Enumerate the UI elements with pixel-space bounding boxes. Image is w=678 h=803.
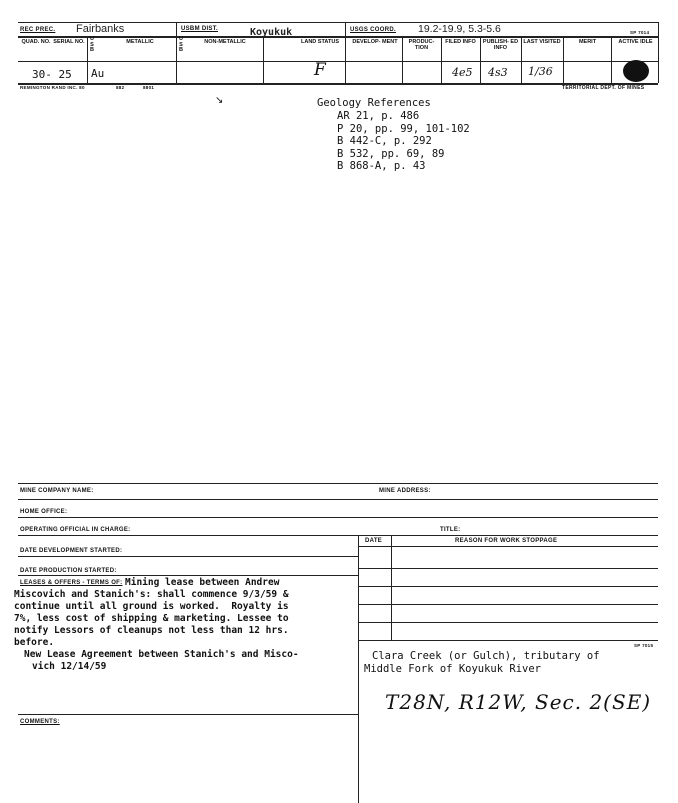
reference-list [337, 110, 470, 173]
stray-mark: ↘ [215, 95, 224, 106]
col-active-idle: ACTIVE IDLE [618, 39, 653, 45]
col-non-metallic: NON-METALLIC [204, 39, 246, 45]
form-number-2: SP 7015 [634, 643, 654, 648]
new-lease-body [24, 649, 299, 673]
stoppage-reason-header: REASON FOR WORK STOPPAGE [455, 538, 558, 544]
leases-line: 7%, less cost of shipping & marketing. Lessee to [14, 613, 289, 624]
metallic-value: Au [91, 67, 105, 80]
leases-first-line: Mining lease between Andrew [125, 577, 280, 588]
rec-prec-label: REC PREC. [20, 27, 56, 33]
col-usbm-2: U S B [179, 36, 183, 53]
col-merit: MERIT [578, 39, 597, 45]
prod-started-label: DATE PRODUCTION STARTED: [20, 568, 117, 574]
quad-serial-value: 30- 25 [32, 68, 72, 81]
col-metallic: METALLIC [126, 39, 154, 45]
land-status-value: F [314, 60, 326, 80]
stoppage-date-header: DATE [365, 538, 383, 544]
operating-official-label: OPERATING OFFICIAL IN CHARGE: [20, 527, 131, 533]
col-published-info: PUBLISH- ED INFO [482, 39, 519, 51]
printer-code-1: 882 [116, 85, 125, 90]
rec-prec-value: Fairbanks [76, 23, 125, 35]
usbm-dist-label: USBM DIST. [181, 26, 219, 32]
location-line: Clara Creek (or Gulch), tributary of [372, 650, 600, 662]
active-idle-mark [623, 60, 649, 82]
territorial-dept: TERRITORIAL DEPT. OF MINES [562, 85, 645, 91]
leases-line: continue until all ground is worked. Royalty is [14, 601, 289, 612]
reference-item: AR 21, p. 486 [337, 110, 420, 122]
leases-line: notify Lessors of cleanups not less than 12 hrs. [14, 625, 289, 636]
mine-address-label: MINE ADDRESS: [379, 488, 431, 494]
reference-item: B 868-A, p. 43 [337, 160, 426, 172]
leases-body [14, 589, 289, 649]
title-label: TITLE: [440, 527, 461, 533]
col-filed-info: FILED INFO [445, 39, 476, 45]
leases-line: Miscovich and Stanich's: shall commence 9/3/59 & [14, 589, 289, 600]
new-lease-line: New Lease Agreement between Stanich's and Misco- [24, 649, 299, 660]
col-quad-no: QUAD. NO. [21, 39, 51, 45]
col-development: DEVELOP- MENT [352, 39, 398, 45]
last-visited-value: 1/36 [528, 65, 553, 78]
reference-item: B 532, pp. 69, 89 [337, 147, 445, 160]
usgs-coord-label: USGS COORD. [350, 27, 396, 33]
location-body [364, 650, 600, 675]
usgs-coord-value: 19.2-19.9, 5.3-5.6 [418, 23, 501, 35]
mine-company-label: MINE COMPANY NAME: [20, 488, 94, 494]
reference-item: P 20, pp. 99, 101-102 [337, 122, 470, 135]
filed-info-value: 4e5 [452, 66, 473, 79]
comments-label: COMMENTS: [20, 719, 60, 725]
printer-mark: REMINGTON RAND INC. 80 [20, 85, 85, 90]
references-title: Geology References [317, 97, 431, 109]
new-lease-line: vich 12/14/59 [32, 661, 107, 672]
reference-item: B 442-C, p. 292 [337, 135, 432, 147]
printer-code-2: 8801 [143, 85, 155, 90]
home-office-label: HOME OFFICE: [20, 509, 68, 515]
location-line: Middle Fork of Koyukuk River [364, 662, 542, 675]
leases-label: LEASES & OFFERS - TERMS OF: [20, 580, 123, 586]
usbm-dist-value: Koyukuk [250, 27, 293, 38]
col-serial-no: SERIAL NO. [53, 39, 85, 45]
col-last-visited: LAST VISITED [523, 39, 561, 45]
col-production: PRODUC- TION [408, 39, 435, 51]
col-land-status: LAND STATUS [301, 39, 339, 45]
leases-line: before. [14, 637, 55, 648]
handwritten-location: T28N, R12W, Sec. 2(SE) [385, 690, 652, 714]
dev-started-label: DATE DEVELOPMENT STARTED: [20, 548, 123, 554]
col-usbm-1: U S B [90, 36, 94, 53]
published-info-value: 4s3 [488, 66, 508, 79]
form-number: SP 7014 [630, 30, 650, 35]
